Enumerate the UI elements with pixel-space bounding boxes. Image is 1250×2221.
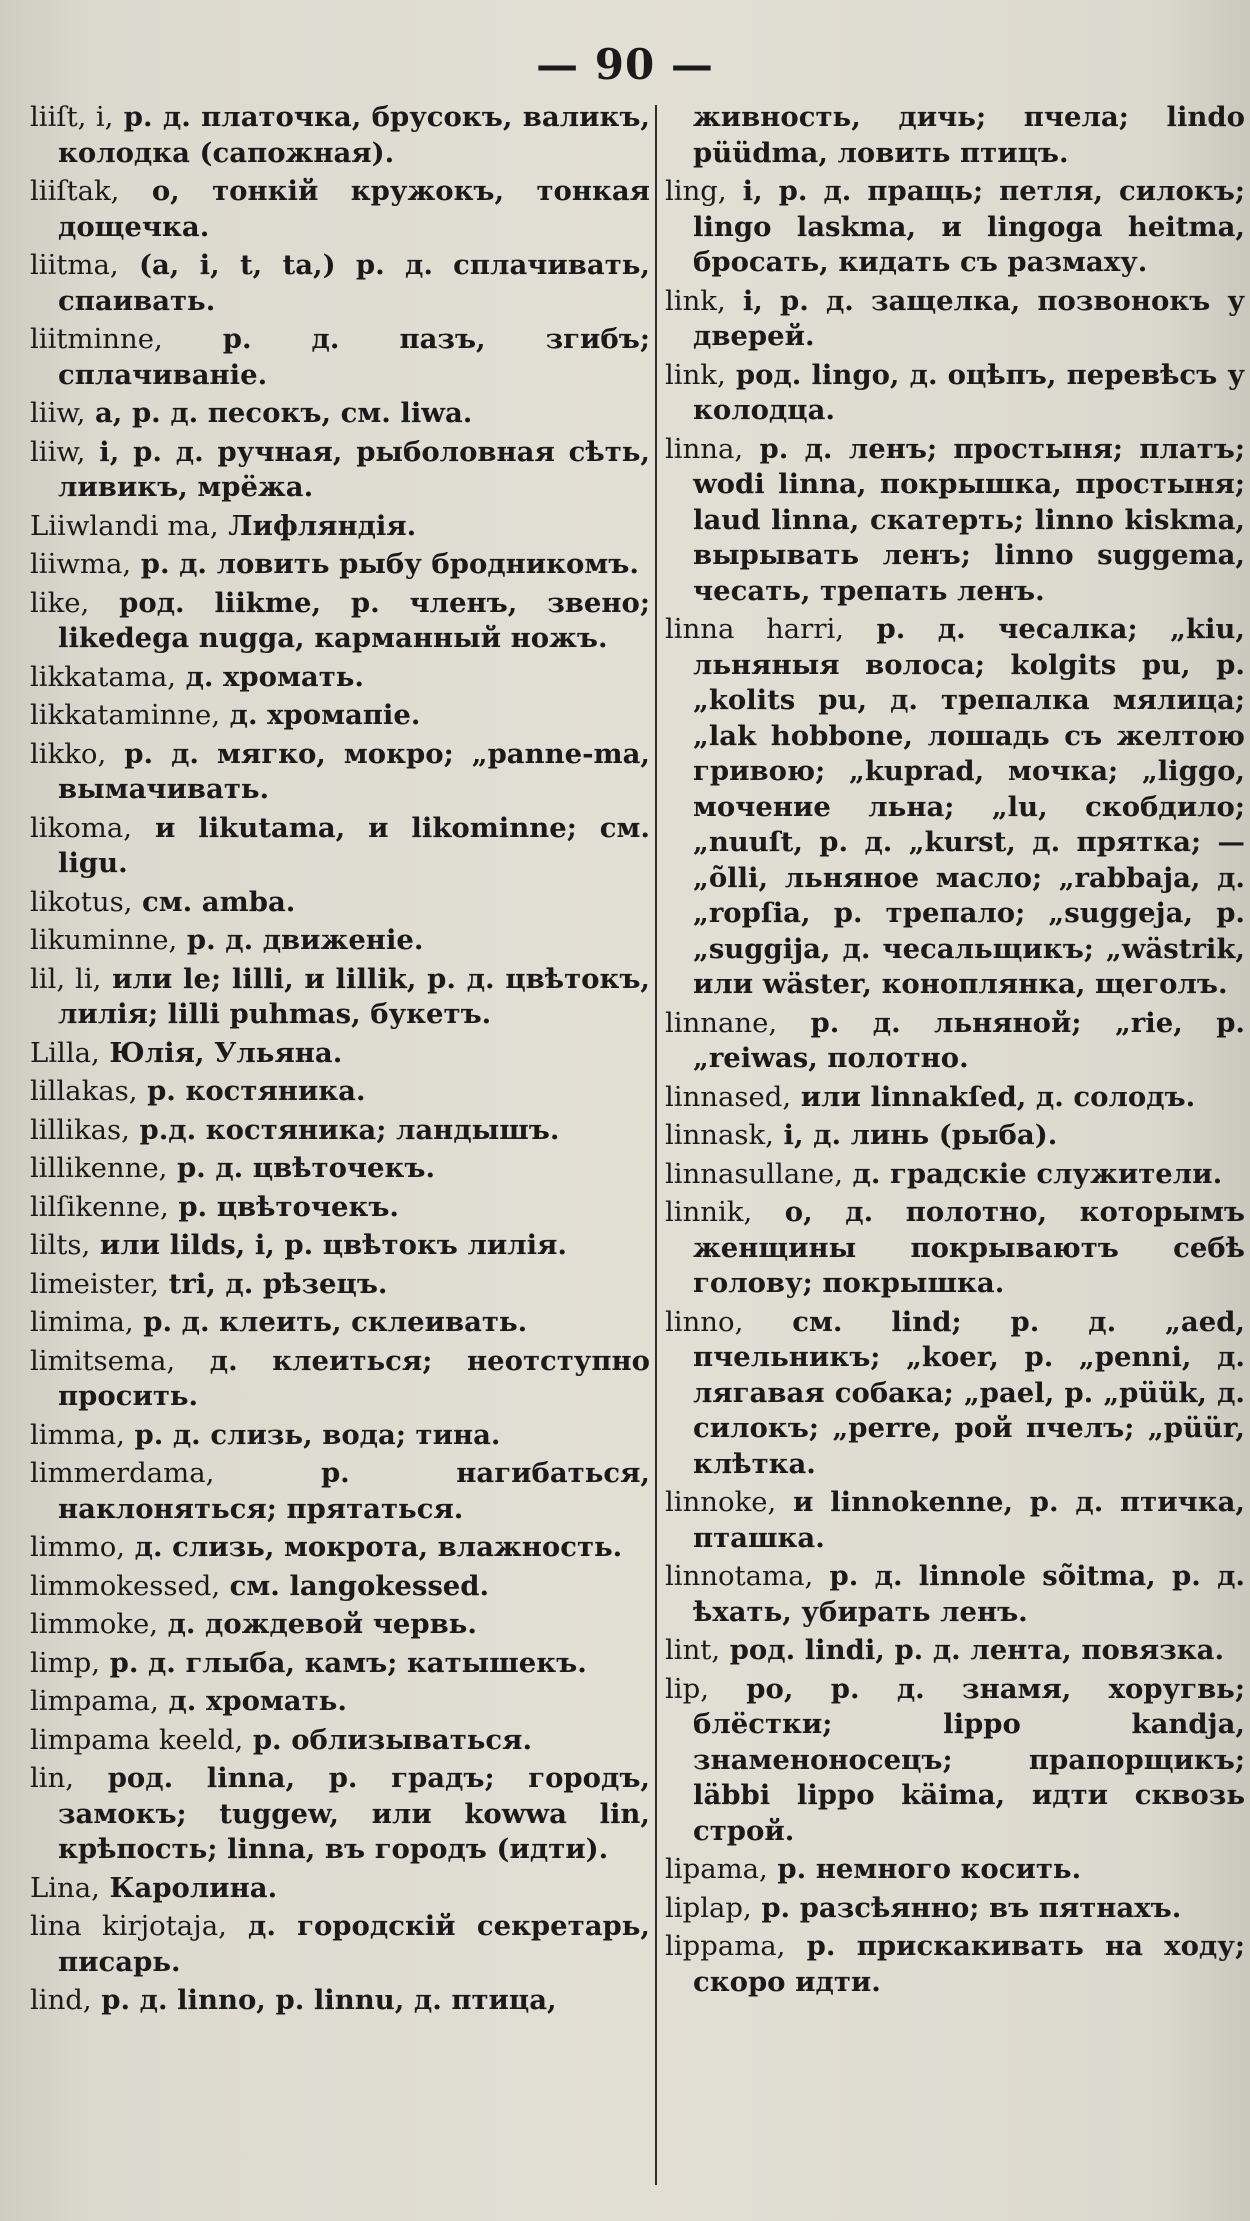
entry-gloss: д. клеиться; неотступно просить. [58,1344,650,1412]
entry-gloss: и likutama, и likominne; см. ligu. [58,811,650,879]
dictionary-entry [30,1228,650,1264]
entry-gloss: po, р. д. знамя, хоругвь; блёстки; lippo kandja, знаменоносецъ; прапорщикъ; läbbi lippo käima, идти сквозь строй. [693,1672,1245,1847]
entry-headword: lillikenne, [30,1152,168,1184]
entry-gloss: род. lindi, р. д. лента, повязка. [729,1634,1225,1666]
dictionary-entry [30,1871,650,1907]
entry-headword: Lilla, [30,1036,100,1069]
entry-headword: lilſikenne, [30,1190,169,1223]
dictionary-entry [30,1074,650,1110]
entry-headword: likkatama, [30,660,176,693]
dictionary-entry [30,174,650,245]
entry-gloss: д. городскій секретарь, писарь. [58,1910,650,1978]
dictionary-entry [665,1559,1245,1630]
entry-gloss: р. д. мягко, мокро; „panne-ma, вымачивать. [58,737,650,805]
dictionary-entry [30,1607,650,1643]
entry-gloss: Лифляндія. [228,509,417,542]
entry-headword: likotus, [30,885,133,918]
entry-gloss: см. langokessed. [229,1569,490,1602]
entry-headword: linnoke, [665,1486,777,1518]
dictionary-entry [665,1485,1245,1556]
entry-headword: linnask, [665,1119,774,1151]
entry-gloss: р. цвѣточекъ. [178,1190,399,1223]
entry-headword: liiw, [30,435,86,468]
entry-headword: Liiwlandi ma, [30,509,219,542]
entry-gloss: д. хромать. [168,1685,347,1717]
entry-gloss: o, тонкій кружокъ, тонкая дощечка. [58,175,650,243]
entry-headword: limpama, [30,1685,159,1717]
entry-headword: lippama, [665,1930,786,1962]
entry-gloss: р. д. linno, р. linnu, д. птица, [101,1984,557,2016]
dictionary-entry [30,1151,650,1187]
entry-gloss: д. дождевой червь. [167,1608,477,1640]
entry-headword: linnased, [665,1080,792,1113]
entry-gloss: р. д. льняной; „rie, р. „reiwas, полотно. [693,1006,1245,1074]
entry-gloss: р. д. цвѣточекъ. [176,1152,436,1184]
dictionary-entry [30,923,650,959]
entry-headword: liplap, [665,1891,752,1924]
dictionary-entry [665,1852,1245,1888]
dictionary-entry [665,1633,1245,1669]
dictionary-entry [665,612,1245,1003]
entry-gloss: д. хромать. [185,660,364,693]
entry-headword: link, [665,358,726,391]
entry-headword: limmoke, [30,1608,158,1640]
column-divider [655,105,657,2185]
entry-gloss: р. д. ленъ; простыня; платъ; wodi linna, покрышка, простыня; laud linna, скатерть; linno kiskma, вырывать ленъ; linno suggema, чесать, трепать ленъ. [693,432,1245,607]
right-column [665,100,1245,2185]
entry-headword: limma, [30,1418,125,1451]
entry-headword: lil, li, [30,962,102,995]
entry-headword: lillakas, [30,1075,138,1107]
entry-gloss: (a, i, t, ta,) р. д. сплачивать, спаивать. [58,249,650,317]
entry-headword: limp, [30,1646,101,1679]
dictionary-entry [665,1929,1245,2000]
entry-headword: limeister, [30,1267,160,1300]
entry-headword: linnotama, [665,1560,814,1592]
entry-headword: linnasullane, [665,1157,843,1190]
entry-gloss: р. д. linnole sõitma, р. д. ѣхать, убирать ленъ. [693,1560,1245,1628]
entry-headword: lillikas, [30,1113,130,1146]
entry-gloss: р. д. слизь, вода; тина. [134,1418,501,1451]
entry-gloss: р. д. пазъ, згибъ; сплачиваніе. [58,323,650,391]
entry-headword: linna, [665,432,744,465]
entry-gloss: род. linna, р. градъ; городъ, замокъ; tuggew, или kowwa lin, крѣпость; linna, въ городъ (идти). [58,1762,650,1865]
dictionary-entry [30,586,650,657]
entry-gloss: р. прискакивать на ходу; скоро идти. [693,1930,1245,1998]
dictionary-entry [665,174,1245,281]
dictionary-entry [665,1157,1245,1193]
entry-gloss: или le; lilli, и lillik, р. д. цвѣтокъ, лилія; lilli puhmas, букетъ. [58,962,650,1030]
entry-headword: liiw, [30,397,86,429]
entry-gloss: o, д. полотно, которымъ женщины покрываютъ себѣ голову; покрышка. [693,1196,1245,1299]
entry-gloss: см. lind; р. д. „aed, пчельникъ; „koer, р. „penni, д. лягавая собака; „pael, р. „püük, д. силокъ; „perre, рой пчелъ; „püür, клѣтка. [693,1305,1245,1480]
entry-gloss: р. д. чесалка; „kiu, льняныя волоса; kolgits pu, р. „kolits pu, д. трепалка мялица; „lak hobbone, лошадь съ желтою гривою; „kuprad, мочка; „liggo, мочение льна; „lu, скобдило; „nuuſt, р. д. „kurst, д. прятка; — „õlli, льняное масло; „rabbaja, д. „ropſia, р. трепало; „suggeja, р. „suggija, д. чесальщикъ; „wästrik, или wäster, коноплянка, щеголъ. [693,613,1245,1000]
entry-headword: likoma, [30,811,133,844]
entry-headword: liiſtak, [30,175,120,207]
dictionary-entry [665,1118,1245,1154]
entry-gloss: или lilds, i, р. цвѣтокъ лилія. [99,1229,567,1261]
dictionary-entry [30,547,650,583]
entry-gloss: i, р. д. пращь; петля, силокъ; lingo laskma, и lingoga heitma, бросать, кидать съ размаху. [693,175,1245,278]
dictionary-entry [30,811,650,882]
dictionary-entry [30,100,650,171]
dictionary-entry [30,1418,650,1454]
entry-gloss: род. lingo, д. оцѣпъ, перевѣсъ у колодца. [693,358,1245,426]
dictionary-entry [30,1456,650,1527]
entry-gloss: р. костяника. [147,1075,366,1107]
entry-gloss: или linnakſed, д. солодъ. [800,1080,1196,1113]
entry-gloss: живность, дичь; пчела; lindo püüdma, ловить птицъ. [693,101,1245,169]
dictionary-entry [30,1684,650,1720]
entry-gloss: i, д. линь (рыба). [783,1119,1058,1151]
dictionary-entry [30,962,650,1033]
dictionary-entry [30,1646,650,1682]
dictionary-entry [665,1006,1245,1077]
entry-gloss: р. облизываться. [252,1723,533,1756]
dictionary-entry [665,432,1245,610]
entry-headword: lin, [30,1762,75,1794]
dictionary-entry [30,1530,650,1566]
dictionary-entry [665,284,1245,355]
page-number: — 90 — [536,40,714,89]
dictionary-entry [30,396,650,432]
dictionary-entry [30,322,650,393]
dictionary-entry [665,1891,1245,1927]
entry-headword: limitsema, [30,1344,176,1377]
entry-gloss: р. д. ловить рыбу бродникомъ. [140,548,639,580]
entry-headword: limima, [30,1306,134,1338]
dictionary-entry [30,1305,650,1341]
entry-headword: limmo, [30,1531,126,1563]
dictionary-entry [30,737,650,808]
dictionary-entry [665,1080,1245,1116]
entry-headword: lilts, [30,1229,91,1261]
entry-headword: linna harri, [665,613,845,645]
entry-gloss: д. слизь, мокрота, влажность. [134,1531,623,1563]
entry-headword: liitma, [30,249,119,281]
entry-gloss: д. хромапіе. [229,699,421,731]
dictionary-entry [30,248,650,319]
dictionary-entry [665,1672,1245,1850]
entry-headword: link, [665,284,726,317]
dictionary-entry [665,358,1245,429]
left-column [30,100,650,2185]
entry-headword: likkataminne, [30,699,221,731]
dictionary-entry [30,1723,650,1759]
dictionary-entry [30,885,650,921]
dictionary-entry [30,698,650,734]
entry-gloss: р. разсѣянно; въ пятнахъ. [761,1891,1182,1924]
entry-headword: lipama, [665,1853,768,1885]
entry-gloss: i, р. д. защелка, позвонокъ у дверей. [693,284,1245,352]
entry-gloss: р. д. глыба, камъ; катышекъ. [109,1646,587,1679]
entry-gloss: a, р. д. песокъ, см. liwa. [94,397,473,429]
entry-headword: liitminne, [30,323,163,355]
entry-gloss: р. д. клеить, склеивать. [143,1306,528,1338]
entry-headword: Lina, [30,1871,100,1904]
dictionary-entry [30,1190,650,1226]
dictionary-entry [30,1761,650,1868]
entry-gloss: Каролина. [109,1871,278,1904]
dictionary-entry [30,1983,650,2019]
entry-gloss: р. д. платочка, брусокъ, валикъ, колодка (сапожная). [58,101,650,169]
dictionary-entry [665,1195,1245,1302]
entry-headword: lint, [665,1634,721,1666]
dictionary-entry [30,1113,650,1149]
entry-headword: lip, [665,1672,709,1705]
entry-gloss: р. д. движеніе. [186,924,424,956]
entry-gloss: д. градскіе служители. [852,1157,1223,1190]
entry-headword: lind, [30,1984,92,2016]
entry-gloss: род. liikme, р. членъ, звено; likedega nugga, карманный ножъ. [58,586,650,654]
dictionary-entry [30,509,650,545]
entry-gloss: р.д. костяника; ландышъ. [139,1113,560,1146]
entry-headword: like, [30,586,90,619]
entry-headword: likko, [30,737,107,770]
entry-headword: ling, [665,175,727,207]
entry-headword: limmerdama, [30,1457,215,1489]
dictionary-entry [30,1344,650,1415]
dictionary-entry [30,1909,650,1980]
entry-headword: linnik, [665,1196,753,1228]
entry-gloss: Юлія, Ульяна. [109,1036,343,1069]
dictionary-entry [30,660,650,696]
dictionary-entry [665,1305,1245,1483]
entry-headword: liiwma, [30,548,132,580]
entry-gloss: р. нагибаться, наклоняться; прятаться. [58,1457,650,1525]
entry-gloss: см. amba. [142,885,296,918]
entry-headword: limmokessed, [30,1569,221,1602]
entry-headword: linno, [665,1305,744,1338]
dictionary-entry [30,1569,650,1605]
entry-gloss: и linnokenne, р. д. птичка, пташка. [693,1486,1245,1554]
dictionary-entry [30,1267,650,1303]
dictionary-entry [30,1036,650,1072]
dictionary-entry [30,435,650,506]
entry-gloss: i, р. д. ручная, рыболовная сѣть, ливикъ, мрёжа. [58,435,650,503]
entry-headword: limpama keeld, [30,1723,244,1756]
entry-headword: linnane, [665,1006,778,1039]
entry-gloss: tri, д. рѣзецъ. [168,1267,388,1300]
entry-headword: likuminne, [30,924,178,956]
dictionary-entry [665,100,1245,171]
entry-gloss: р. немного косить. [777,1853,1082,1885]
entry-headword: lina kirjotaja, [30,1910,227,1942]
entry-headword: liiſt, i, [30,101,114,133]
